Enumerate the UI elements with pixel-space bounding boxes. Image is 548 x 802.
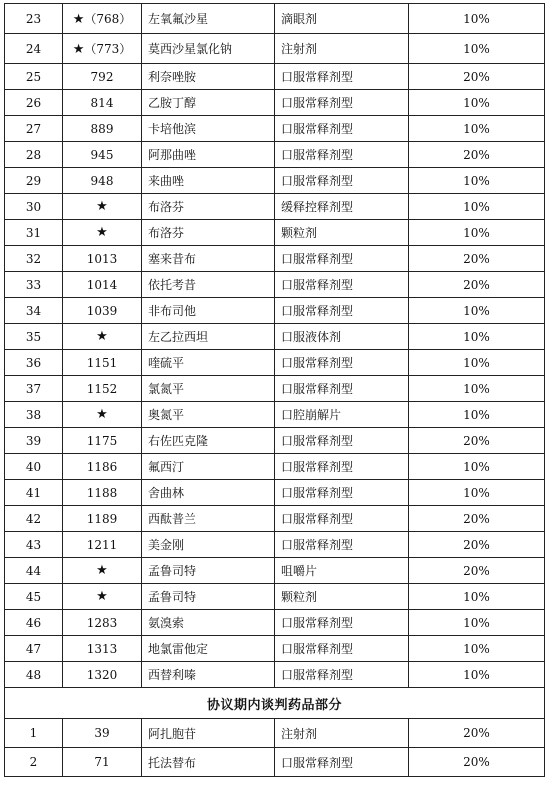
cell-rate: 20% [409,272,545,298]
cell-seq: 26 [5,90,63,116]
cell-drug-name: 奥氮平 [142,402,275,428]
cell-dosage-form: 注射剂 [275,719,409,748]
table-row [5,116,545,142]
cell-seq: 42 [5,506,63,532]
cell-catalog-number [63,376,142,402]
section-title: 协议期内谈判药品部分 [5,688,545,719]
cell-drug-name: 阿扎胞苷 [142,719,275,748]
cell-drug-name: 氟西汀 [142,454,275,480]
section-header-group [5,688,545,719]
cell-dosage-form: 口服常释剂型 [275,168,409,194]
cell-catalog-number [63,220,142,246]
cell-rate: 10% [409,402,545,428]
cell-seq: 30 [5,194,63,220]
cell-catalog-number [63,34,142,64]
table-row [5,168,545,194]
cell-dosage-form: 颗粒剂 [275,584,409,610]
cell-drug-name: 塞来昔布 [142,246,275,272]
cell-catalog-number [63,636,142,662]
cell-dosage-form: 口服常释剂型 [275,532,409,558]
table-row [5,272,545,298]
cell-seq: 37 [5,376,63,402]
cell-rate: 20% [409,719,545,748]
cell-rate: 20% [409,246,545,272]
cell-rate: 10% [409,584,545,610]
cell-drug-name: 右佐匹克隆 [142,428,275,454]
cell-rate: 10% [409,662,545,688]
cell-catalog-number [63,558,142,584]
cell-dosage-form: 口服常释剂型 [275,90,409,116]
drug-table-body [5,4,545,688]
catalog-number: 39 [94,726,110,740]
cell-dosage-form: 颗粒剂 [275,220,409,246]
cell-rate: 10% [409,34,545,64]
cell-rate: 20% [409,532,545,558]
cell-seq: 32 [5,246,63,272]
cell-seq: 2 [5,748,63,777]
cell-drug-name: 美金刚 [142,532,275,558]
cell-dosage-form: 口服常释剂型 [275,376,409,402]
cell-dosage-form: 口服常释剂型 [275,662,409,688]
cell-seq: 28 [5,142,63,168]
cell-drug-name: 左氧氟沙星 [142,4,275,34]
cell-catalog-number [63,480,142,506]
drug-table [4,3,545,777]
cell-seq: 25 [5,64,63,90]
star-icon: ★ [96,225,108,240]
catalog-number: 1014 [86,277,118,292]
table-row [5,480,545,506]
catalog-number: 1175 [86,433,118,448]
cell-catalog-number [63,350,142,376]
cell-dosage-form: 咀嚼片 [275,558,409,584]
cell-seq: 40 [5,454,63,480]
table-row [5,662,545,688]
cell-dosage-form: 注射剂 [275,34,409,64]
cell-seq: 1 [5,719,63,748]
cell-catalog-number [63,454,142,480]
catalog-number: 814 [90,95,114,110]
cell-dosage-form: 滴眼剂 [275,4,409,34]
cell-rate: 10% [409,220,545,246]
cell-dosage-form: 口服常释剂型 [275,350,409,376]
star-icon: ★ [96,329,108,344]
cell-seq: 34 [5,298,63,324]
cell-drug-name: 来曲唑 [142,168,275,194]
cell-dosage-form: 口腔崩解片 [275,402,409,428]
catalog-number: 1186 [86,459,118,474]
cell-catalog-number [63,584,142,610]
cell-dosage-form: 口服常释剂型 [275,116,409,142]
catalog-number: 1188 [86,485,118,500]
cell-rate: 10% [409,350,545,376]
table-row [5,506,545,532]
cell-drug-name: 莫西沙星氯化钠 [142,34,275,64]
table-row [5,558,545,584]
cell-drug-name: 氨溴索 [142,610,275,636]
star-icon: ★ [72,42,85,57]
catalog-number: 948 [90,173,114,188]
cell-seq: 43 [5,532,63,558]
table-row [5,350,545,376]
table-row [5,748,545,777]
cell-catalog-number [63,298,142,324]
table-row [5,719,545,748]
cell-catalog-number [63,748,142,777]
cell-drug-name: 卡培他滨 [142,116,275,142]
cell-seq: 33 [5,272,63,298]
cell-dosage-form: 口服常释剂型 [275,636,409,662]
catalog-number: （768） [84,12,132,26]
star-icon: ★ [96,563,108,578]
table-row [5,376,545,402]
cell-rate: 20% [409,506,545,532]
cell-catalog-number [63,90,142,116]
cell-seq: 39 [5,428,63,454]
cell-rate: 10% [409,116,545,142]
table-row [5,584,545,610]
section-header-row [5,688,545,719]
cell-rate: 10% [409,636,545,662]
cell-seq: 29 [5,168,63,194]
cell-drug-name: 非布司他 [142,298,275,324]
cell-rate: 10% [409,610,545,636]
table-row [5,64,545,90]
cell-seq: 35 [5,324,63,350]
cell-catalog-number [63,428,142,454]
cell-seq: 41 [5,480,63,506]
catalog-number: 1151 [86,355,118,370]
cell-seq: 27 [5,116,63,142]
cell-dosage-form: 口服常释剂型 [275,272,409,298]
cell-catalog-number [63,246,142,272]
cell-seq: 48 [5,662,63,688]
cell-drug-name: 氯氮平 [142,376,275,402]
catalog-number: 1313 [86,641,118,656]
cell-rate: 10% [409,454,545,480]
cell-drug-name: 依托考昔 [142,272,275,298]
cell-drug-name: 地氯雷他定 [142,636,275,662]
catalog-number: （773） [84,42,132,56]
cell-drug-name: 阿那曲唑 [142,142,275,168]
star-icon: ★ [96,407,108,422]
table-row [5,298,545,324]
cell-drug-name: 孟鲁司特 [142,558,275,584]
cell-rate: 10% [409,298,545,324]
cell-drug-name: 利奈唑胺 [142,64,275,90]
catalog-number: 1039 [86,303,118,318]
cell-seq: 31 [5,220,63,246]
cell-drug-name: 乙胺丁醇 [142,90,275,116]
star-icon: ★ [96,199,108,214]
catalog-number: 1189 [86,511,118,526]
catalog-number: 1283 [86,615,118,630]
cell-drug-name: 布洛芬 [142,220,275,246]
table-row [5,532,545,558]
cell-dosage-form: 口服常释剂型 [275,454,409,480]
cell-seq: 36 [5,350,63,376]
cell-dosage-form: 口服常释剂型 [275,142,409,168]
cell-catalog-number [63,194,142,220]
table-row [5,454,545,480]
cell-seq: 23 [5,4,63,34]
cell-seq: 47 [5,636,63,662]
catalog-number: 1152 [86,381,118,396]
cell-rate: 10% [409,376,545,402]
cell-rate: 20% [409,142,545,168]
cell-catalog-number [63,402,142,428]
table-row [5,246,545,272]
cell-drug-name: 孟鲁司特 [142,584,275,610]
cell-drug-name: 舍曲林 [142,480,275,506]
cell-seq: 24 [5,34,63,64]
catalog-number: 1211 [86,537,118,552]
cell-drug-name: 喹硫平 [142,350,275,376]
table-row [5,4,545,34]
cell-dosage-form: 口服常释剂型 [275,748,409,777]
cell-dosage-form: 口服常释剂型 [275,428,409,454]
cell-drug-name: 布洛芬 [142,194,275,220]
cell-catalog-number [63,532,142,558]
cell-dosage-form: 口服常释剂型 [275,246,409,272]
cell-rate: 20% [409,428,545,454]
cell-catalog-number [63,4,142,34]
cell-dosage-form: 口服液体剂 [275,324,409,350]
cell-dosage-form: 口服常释剂型 [275,298,409,324]
cell-catalog-number [63,64,142,90]
cell-catalog-number [63,142,142,168]
cell-rate: 10% [409,194,545,220]
cell-drug-name: 左乙拉西坦 [142,324,275,350]
cell-seq: 45 [5,584,63,610]
cell-catalog-number [63,662,142,688]
catalog-number: 1013 [86,251,118,266]
catalog-number: 889 [90,121,114,136]
table-row [5,324,545,350]
table-row [5,610,545,636]
cell-seq: 44 [5,558,63,584]
cell-catalog-number [63,272,142,298]
cell-rate: 10% [409,168,545,194]
catalog-number: 1320 [86,667,118,682]
cell-rate: 10% [409,324,545,350]
table-row [5,636,545,662]
catalog-number: 945 [90,147,114,162]
cell-catalog-number [63,506,142,532]
cell-dosage-form: 口服常释剂型 [275,610,409,636]
cell-drug-name: 西替利嗪 [142,662,275,688]
table-row [5,142,545,168]
cell-seq: 46 [5,610,63,636]
cell-drug-name: 西酞普兰 [142,506,275,532]
cell-seq: 38 [5,402,63,428]
cell-catalog-number [63,719,142,748]
cell-catalog-number [63,168,142,194]
cell-catalog-number [63,116,142,142]
table-row [5,90,545,116]
cell-catalog-number [63,324,142,350]
cell-catalog-number [63,610,142,636]
cell-dosage-form: 口服常释剂型 [275,480,409,506]
table-row [5,34,545,64]
table-row [5,194,545,220]
star-icon: ★ [72,12,85,27]
table-row [5,220,545,246]
cell-rate: 10% [409,4,545,34]
cell-rate: 10% [409,90,545,116]
cell-dosage-form: 缓释控释剂型 [275,194,409,220]
table-row [5,402,545,428]
table-row [5,428,545,454]
catalog-number: 71 [94,755,110,769]
catalog-number: 792 [90,69,114,84]
cell-rate: 20% [409,748,545,777]
cell-rate: 20% [409,64,545,90]
cell-rate: 10% [409,480,545,506]
cell-dosage-form: 口服常释剂型 [275,64,409,90]
cell-rate: 20% [409,558,545,584]
negotiated-drug-table-body [5,719,545,777]
star-icon: ★ [96,589,108,604]
cell-dosage-form: 口服常释剂型 [275,506,409,532]
cell-drug-name: 托法替布 [142,748,275,777]
